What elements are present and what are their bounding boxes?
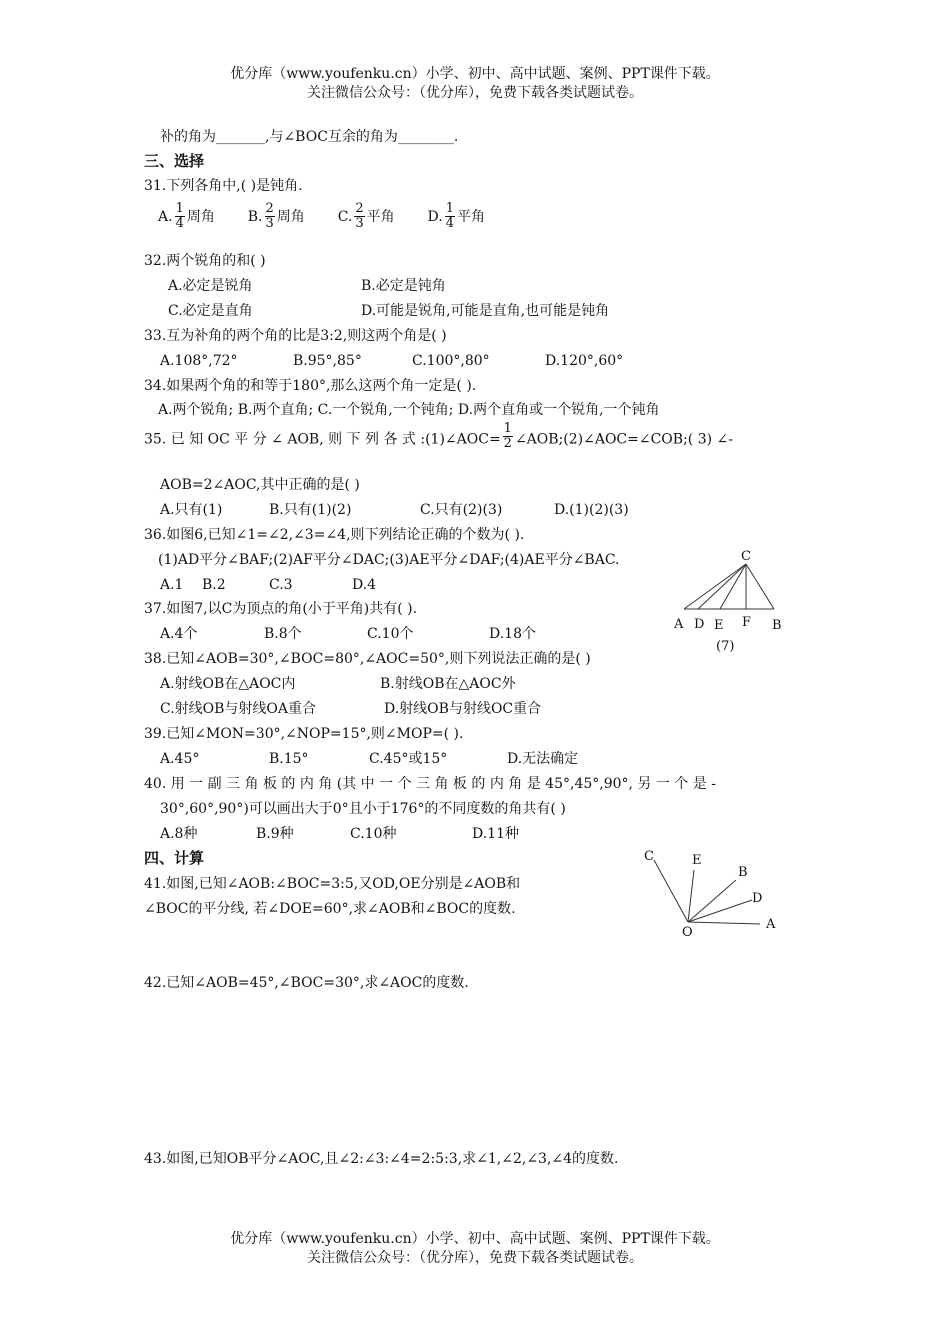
fraction: $\frac{1}{2}$: [503, 421, 512, 451]
label-b: B: [772, 618, 782, 633]
q43-stem: 43.如图,已知OB平分∠AOC,且∠2:∠3:∠4=2:5:3,求∠1,∠2,∠3,∠4的度数.: [144, 1151, 619, 1167]
q33-stem: 33.互为补角的两个角的比是3:2,则这两个角是( ): [144, 328, 447, 344]
figure-7-caption: (7): [716, 639, 735, 654]
q38-option-b: B.射线OB在△AOC外: [380, 676, 516, 692]
q32-stem: 32.两个锐角的和( ): [144, 253, 266, 269]
fraction: $\frac{2}{3}$: [355, 201, 364, 231]
label-o: O: [682, 925, 693, 940]
label-d: D: [752, 891, 763, 906]
q31-option-d: D. $\frac{1}{4}$ 平角: [427, 201, 486, 231]
q32-option-c: C.必定是直角: [168, 303, 253, 319]
q35-option-b: B.只有(1)(2): [269, 502, 352, 518]
q37-stem: 37.如图7,以C为顶点的角(小于平角)共有( ).: [144, 601, 418, 617]
q40-option-a: A.8种: [160, 826, 198, 842]
q37-option-c: C.10个: [367, 626, 414, 642]
section4-title: 四、计算: [144, 849, 205, 867]
segment-cb: [746, 564, 774, 609]
page-footer-line2: 关注微信公众号：（优分库），免费下载各类试题试卷。: [307, 1250, 643, 1266]
q37-option-d: D.18个: [489, 626, 536, 642]
q41-line1: 41.如图,已知∠AOB:∠BOC=3:5,又OD,OE分别是∠AOB和: [144, 876, 521, 892]
segment-ca: [684, 564, 746, 609]
q31-option-a: A. $\frac{1}{4}$ 周角: [158, 201, 215, 231]
q33-option-b: B.95°,85°: [293, 353, 362, 369]
q40-stem-line2: 30°,60°,90°)可以画出大于0°且小于176°的不同度数的角共有( ): [160, 801, 566, 817]
q34-options: A.两个锐角; B.两个直角; C.一个锐角,一个钝角; D.两个直角或一个锐角,一个钝角: [158, 402, 660, 418]
q37-option-a: A.4个: [160, 626, 198, 642]
q38-stem: 38.已知∠AOB=30°,∠BOC=80°,∠AOC=50°,则下列说法正确的是( ): [144, 651, 591, 667]
q32-option-a: A.必定是锐角: [168, 278, 253, 294]
q38-option-d: D.射线OB与射线OC重合: [384, 701, 542, 717]
q33-option-c: C.100°,80°: [412, 353, 490, 369]
q31-option-c: C. $\frac{2}{3}$ 平角: [337, 201, 395, 231]
q35-stem-line1: 35. 已 知 OC 平 分 ∠ AOB, 则 下 列 各 式 :(1)∠AOC= $\frac{1}{2}$ ∠AOB;(2)∠AOC=∠COB;( 3) ∠-: [144, 421, 733, 451]
q39-option-b: B.15°: [269, 751, 309, 767]
q36-option-c: C.3: [269, 577, 293, 593]
label-a: A: [674, 617, 684, 632]
q32-option-d: D.可能是锐角,可能是直角,也可能是钝角: [361, 303, 610, 319]
label-e: E: [692, 853, 702, 868]
label-f: F: [742, 615, 752, 630]
section3-title: 三、选择: [144, 152, 205, 170]
ray-od: [688, 900, 752, 922]
label-b: B: [738, 865, 748, 880]
label-a: A: [766, 917, 776, 932]
figure-41-rays: [636, 842, 786, 942]
q41-line2: ∠BOC的平分线, 若∠DOE=60°,求∠AOB和∠BOC的度数.: [144, 901, 516, 917]
q37-option-b: B.8个: [264, 626, 302, 642]
q39-option-d: D.无法确定: [507, 751, 579, 767]
q39-option-a: A.45°: [160, 751, 200, 767]
q35-option-d: D.(1)(2)(3): [554, 502, 629, 518]
q34-stem: 34.如果两个角的和等于180°,那么这两个角一定是( ).: [144, 378, 477, 394]
page-footer-line1: 优分库（www.youfenku.cn）小学、初中、高中试题、案例、PPT课件下载。: [230, 1231, 720, 1247]
q40-option-b: B.9种: [256, 826, 294, 842]
fraction: $\frac{1}{4}$: [445, 201, 455, 231]
ray-oc: [654, 860, 688, 922]
fraction: $\frac{2}{3}$: [265, 201, 274, 231]
intro-line: 补的角为_______,与∠BOC互余的角为________.: [160, 129, 459, 145]
q42-stem: 42.已知∠AOB=45°,∠BOC=30°,求∠AOC的度数.: [144, 975, 469, 991]
q38-option-c: C.射线OB与射线OA重合: [160, 701, 317, 717]
q31-options: [158, 202, 485, 231]
fraction: $\frac{1}{4}$: [175, 201, 184, 231]
q38-option-a: A.射线OB在△AOC内: [160, 676, 296, 692]
q36-option-b: B.2: [202, 577, 226, 593]
ray-oe: [688, 870, 694, 922]
q39-stem: 39.已知∠MON=30°,∠NOP=15°,则∠MOP=( ).: [144, 726, 464, 742]
figure-7-triangle: [668, 544, 798, 656]
q35-stem-line2: AOB=2∠AOC,其中正确的是( ): [160, 477, 360, 493]
q36-option-d: D.4: [352, 577, 377, 593]
segment-ce: [720, 564, 746, 609]
page-header-line1: 优分库（www.youfenku.cn）小学、初中、高中试题、案例、PPT课件下载。: [230, 66, 720, 82]
page-header-line2: 关注微信公众号：（优分库），免费下载各类试题试卷。: [307, 85, 643, 101]
label-d: D: [694, 617, 705, 632]
q32-option-b: B.必定是钝角: [361, 278, 446, 294]
q35-option-c: C.只有(2)(3): [420, 502, 503, 518]
label-e: E: [714, 618, 724, 633]
segment-cd: [698, 564, 746, 609]
q35-option-a: A.只有(1): [160, 502, 223, 518]
label-c: C: [741, 549, 751, 564]
ray-oa: [688, 922, 760, 924]
q40-option-c: C.10种: [350, 826, 397, 842]
q33-option-a: A.108°,72°: [160, 353, 238, 369]
label-c: C: [644, 849, 654, 864]
q33-option-d: D.120°,60°: [545, 353, 624, 369]
q39-option-c: C.45°或15°: [369, 751, 448, 767]
q36-stem: 36.如图6,已知∠1=∠2,∠3=∠4,则下列结论正确的个数为( ).: [144, 527, 525, 543]
q31-stem: 31.下列各角中,( )是钝角.: [144, 178, 303, 194]
q40-option-d: D.11种: [472, 826, 519, 842]
ray-ob: [688, 880, 736, 922]
q40-stem-line1: 40. 用 一 副 三 角 板 的 内 角 (其 中 一 个 三 角 板 的 内 角 是 45°,45°,90°, 另 一 个 是 -: [144, 776, 716, 792]
q36-statements: (1)AD平分∠BAF;(2)AF平分∠DAC;(3)AE平分∠DAF;(4)AE平分∠BAC.: [158, 552, 620, 568]
q31-option-b: B. $\frac{2}{3}$ 周角: [247, 201, 305, 231]
q36-option-a: A.1: [160, 577, 184, 593]
